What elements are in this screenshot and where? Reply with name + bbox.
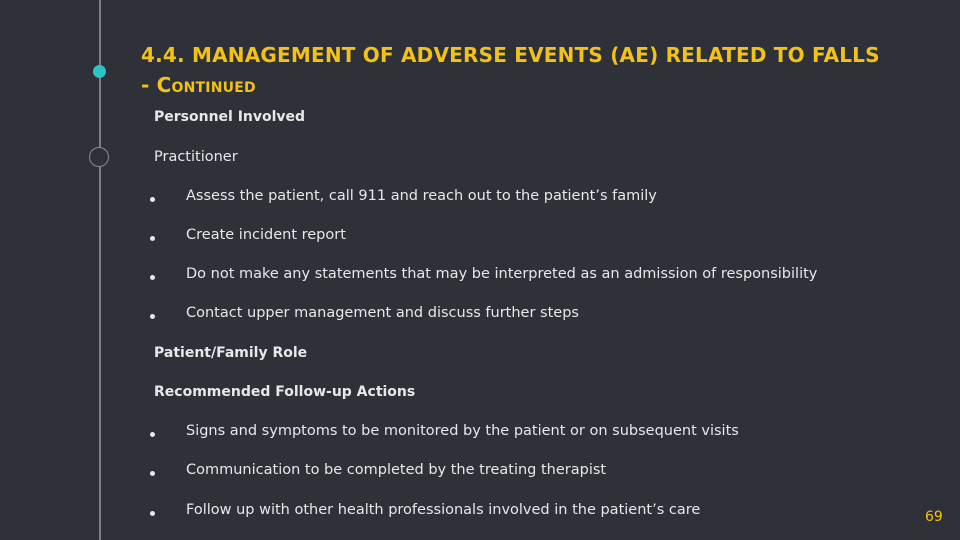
slide-title (141, 40, 921, 100)
bullet-dot (150, 236, 155, 241)
timeline-dot-hollow (89, 147, 109, 167)
patient-family-heading: Patient/Family Role (154, 345, 308, 361)
timeline-dot-active (93, 65, 106, 78)
slide-title-continued: - Continued (141, 73, 256, 97)
bullet-dot (150, 314, 155, 319)
timeline-line (99, 0, 101, 540)
followup-item: Follow up with other health professionals involved in the patient’s care (186, 502, 701, 518)
practitioner-item: Contact upper management and discuss further steps (186, 305, 579, 321)
bullet-dot (150, 432, 155, 437)
bullet-dot (150, 511, 155, 516)
followup-item: Communication to be completed by the treating therapist (186, 462, 607, 478)
followup-item: Signs and symptoms to be monitored by the patient or on subsequent visits (186, 423, 739, 439)
practitioner-item: Assess the patient, call 911 and reach out to the patient’s family (186, 188, 657, 204)
bullet-dot (150, 197, 155, 202)
slide-title-main: 4.4. MANAGEMENT OF ADVERSE EVENTS (AE) RELATED TO FALLS (141, 43, 880, 67)
practitioner-label: Practitioner (154, 149, 238, 165)
bullet-dot (150, 471, 155, 476)
page-number: 69 (925, 509, 943, 525)
practitioner-item: Do not make any statements that may be interpreted as an admission of responsibility (186, 266, 818, 282)
followup-heading: Recommended Follow-up Actions (154, 384, 416, 400)
personnel-heading: Personnel Involved (154, 109, 306, 125)
bullet-dot (150, 275, 155, 280)
practitioner-item: Create incident report (186, 227, 346, 243)
